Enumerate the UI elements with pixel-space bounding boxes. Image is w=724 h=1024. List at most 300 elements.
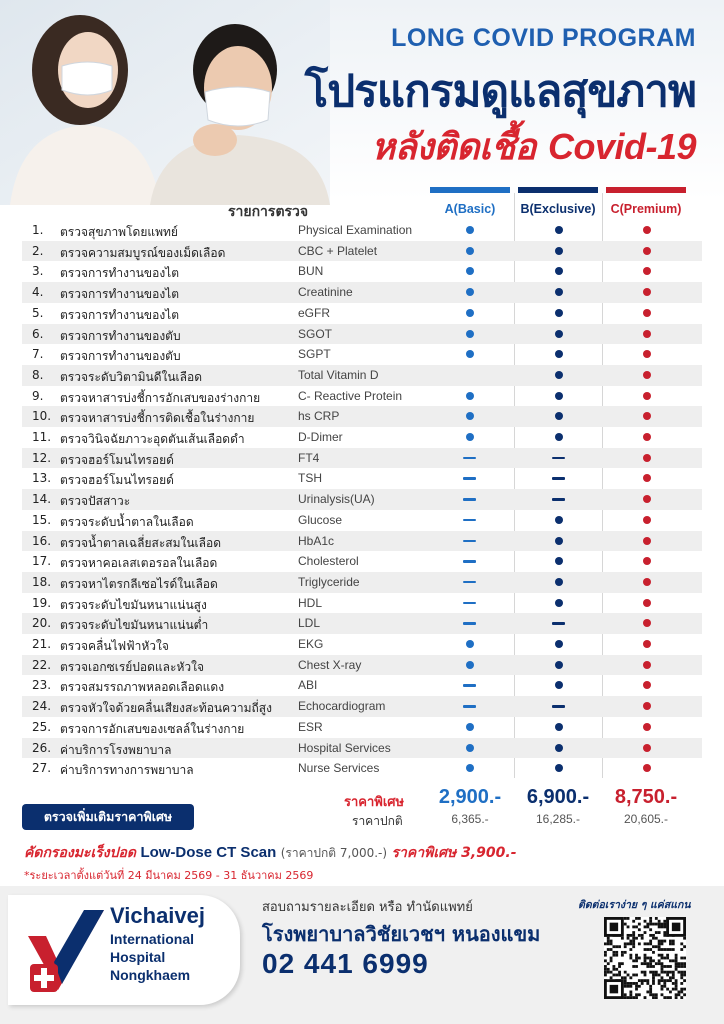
special-price-a: 2,900.- [438,786,502,808]
exam-name-th: ตรวจฮอร์โมนไทรอยด์ [60,473,174,488]
table-row [22,551,702,572]
package-a-cell [430,572,510,593]
hospital-name-th: โรงพยาบาลวิชัยเวชฯ หนองแขม [262,922,541,946]
package-c-cell [607,738,687,759]
package-a-cell [430,758,510,779]
package-b-cell [519,738,599,759]
ct-normal-price: (ราคาปกติ 7,000.-) [280,846,388,860]
exam-name-th: ตรวจระดับไขมันหนาแน่นต่ำ [60,618,209,633]
package-c-cell [607,489,687,510]
exam-name-th: ค่าบริการโรงพยาบาล [60,742,172,757]
included-dot-icon [466,640,474,648]
package-b-cell [519,282,599,303]
table-row [22,303,702,324]
exam-name-en: ABI [298,678,318,693]
exam-name-th: ตรวจวินิจฉัยภาวะอุดตันเส้นเลือดดำ [60,432,245,446]
exam-name-en: CBC + Platelet [298,243,378,258]
package-c-cell [607,303,687,324]
package-b-cell [519,696,599,717]
normal-price-a: 6,365.- [451,812,489,826]
table-row [22,696,702,717]
package-b-cell [519,241,599,262]
included-dot-icon [643,640,651,648]
exam-name-th: ตรวจหาสารบ่งชี้การติดเชื้อในร่างกาย [60,411,255,426]
package-b-cell [519,448,599,469]
package-b-cell [519,531,599,552]
included-dot-icon [643,454,651,462]
included-dot-icon [555,330,563,338]
package-c-cell [607,717,687,738]
included-dot-icon [555,599,563,607]
package-b-cell [519,489,599,510]
included-dot-icon [643,412,651,420]
package-c-cell [607,427,687,448]
row-number: 1. [32,223,44,237]
package-a-cell [430,220,510,241]
package-a-cell [430,406,510,427]
exam-name-en: SGPT [298,347,331,362]
included-dot-icon [643,330,651,338]
not-included-dash-icon [463,581,476,584]
row-number: 19. [32,595,52,610]
exam-name-th: ตรวจการทำงานของตับ [60,349,181,364]
exam-name-th: ตรวจหาไตรกลีเซอไรด์ในเลือด [60,576,218,591]
column-header-b: B(Exclusive) [520,202,596,216]
exam-name-en: Physical Examination [298,223,413,237]
row-number: 17. [32,554,52,569]
package-a-cell [430,261,510,282]
included-dot-icon [555,557,563,565]
included-dot-icon [643,764,651,772]
exam-name-en: Echocardiogram [298,699,386,714]
not-included-dash-icon [463,457,476,460]
table-row [22,717,702,738]
package-c-cell [607,448,687,469]
package-c-cell [607,634,687,655]
package-c-cell [607,220,687,241]
row-number: 6. [32,326,44,341]
row-number: 18. [32,574,52,589]
package-b-cell [519,675,599,696]
table-row [22,427,702,448]
row-number: 4. [32,285,44,300]
included-dot-icon [643,537,651,545]
exam-name-th: ตรวจหาคอเลสเตอรอลในเลือด [60,556,218,571]
not-included-dash-icon [552,498,565,501]
not-included-dash-icon [463,477,476,480]
included-dot-icon [555,516,563,524]
exam-name-en: Nurse Services [298,761,380,776]
included-dot-icon [466,247,474,255]
ct-scan-offer [24,842,517,864]
phone-number[interactable]: 02 441 6999 [262,948,429,979]
exam-name-th: ตรวจการทำงานของตับ [60,328,181,343]
table-row [22,510,702,531]
program-subtitle [371,118,696,175]
row-number: 7. [32,347,44,362]
exam-name-th: ค่าบริการทางการพยาบาล [60,763,194,778]
included-dot-icon [643,433,651,441]
subtitle-covid: Covid-19 [547,126,696,167]
row-number: 11. [32,430,52,444]
exam-name-en: HDL [298,595,323,610]
exam-name-th: ตรวจหัวใจด้วยคลื่นเสียงสะท้อนความถี่สูง [60,701,272,716]
included-dot-icon [555,412,563,420]
included-dot-icon [555,723,563,731]
column-header-a: A(Basic) [444,202,496,216]
included-dot-icon [555,247,563,255]
normal-price-b: 16,285.- [535,812,581,826]
package-a-cell [430,613,510,634]
exam-name-en: EKG [298,637,324,651]
exam-name-th: ตรวจความสมบูรณ์ของเม็ดเลือด [60,245,226,260]
row-number: 14. [32,492,52,507]
package-a-cell [430,427,510,448]
package-a-cell [430,634,510,655]
included-dot-icon [643,350,651,358]
package-c-cell [607,675,687,696]
package-a-cell [430,324,510,345]
table-row [22,468,702,489]
extra-tests-button[interactable]: ตรวจเพิ่มเติมราคาพิเศษ [22,804,194,830]
exam-name-en: SGOT [298,326,333,341]
exam-name-en: D-Dimer [298,430,343,444]
table-row [22,613,702,634]
package-a-cell [430,593,510,614]
not-included-dash-icon [463,519,476,522]
package-b-cell [519,324,599,345]
package-c-cell [607,365,687,386]
table-row [22,531,702,552]
table-row [22,634,702,655]
included-dot-icon [466,392,474,400]
included-dot-icon [466,267,474,275]
package-c-cell [607,551,687,572]
included-dot-icon [643,744,651,752]
package-c-cell [607,510,687,531]
exam-name-th: ตรวจคลื่นไฟฟ้าหัวใจ [60,639,169,653]
package-b-cell [519,386,599,407]
package-c-cell [607,282,687,303]
promo-period: *ระยะเวลาตั้งแต่วันที่ 24 มีนาคม 2569 - 31 ธันวาคม 2569 [24,869,314,882]
package-b-cell [519,717,599,738]
exam-name-th: ตรวจสมรรถภาพหลอดเลือดแดง [60,680,225,695]
package-c-cell [607,344,687,365]
included-dot-icon [643,267,651,275]
included-dot-icon [555,661,563,669]
table-row [22,324,702,345]
subtitle-th: หลังติดเชื้อ [371,127,536,168]
package-c-cell [607,593,687,614]
exam-name-th: ตรวจน้ำตาลเฉลี่ยสะสมในเลือด [60,535,222,550]
exam-name-en: Hospital Services [298,740,391,755]
included-dot-icon [555,371,563,379]
included-dot-icon [643,371,651,379]
package-b-cell [519,303,599,324]
not-included-dash-icon [463,560,476,563]
contact-prompt: สอบถามรายละเอียด หรือ ทำนัดแพทย์ [262,900,473,915]
included-dot-icon [643,474,651,482]
included-dot-icon [555,640,563,648]
logo-line-1: International [110,931,195,947]
program-title-en: LONG COVID PROGRAM [391,24,696,52]
included-dot-icon [555,681,563,689]
exam-name-en: FT4 [298,450,320,465]
included-dot-icon [643,309,651,317]
included-dot-icon [466,412,474,420]
package-a-cell [430,448,510,469]
included-dot-icon [555,578,563,586]
not-included-dash-icon [463,622,476,625]
table-row [22,489,702,510]
package-a-cell [430,675,510,696]
not-included-dash-icon [552,705,565,708]
not-included-dash-icon [463,684,476,687]
package-b-cell [519,572,599,593]
exam-name-th: ตรวจระดับน้ำตาลในเลือด [60,514,194,529]
included-dot-icon [555,764,563,772]
patients-photo [0,0,330,205]
ct-special-price: ราคาพิเศษ 3,900.- [391,845,517,861]
special-price-c: 8,750.- [614,786,678,808]
row-number: 10. [32,409,52,424]
table-row [22,675,702,696]
package-c-cell [607,758,687,779]
ct-prefix: คัดกรองมะเร็งปอด [24,845,136,861]
special-price-label: ราคาพิเศษ [344,795,405,810]
table-row [22,282,702,303]
package-b-cell [519,510,599,531]
included-dot-icon [466,330,474,338]
included-dot-icon [555,350,563,358]
package-c-cell [607,613,687,634]
exam-name-en: eGFR [298,305,331,320]
logo-name: Vichaivej [110,903,205,928]
column-bar-c [606,187,686,193]
table-row [22,261,702,282]
package-c-cell [607,572,687,593]
package-b-cell [519,613,599,634]
row-number: 20. [32,616,52,631]
included-dot-icon [555,309,563,317]
exam-name-en: Cholesterol [298,554,359,569]
package-b-cell [519,551,599,572]
row-number: 12. [32,450,52,465]
package-a-cell [430,738,510,759]
package-a-cell [430,282,510,303]
included-dot-icon [466,288,474,296]
row-number: 21. [32,637,52,651]
exam-name-th: ตรวจสุขภาพโดยแพทย์ [60,225,178,239]
package-a-cell [430,655,510,676]
column-bar-a [430,187,510,193]
package-b-cell [519,344,599,365]
exam-name-en: Urinalysis(UA) [298,492,375,507]
included-dot-icon [643,681,651,689]
row-number: 26. [32,740,52,755]
logo-line-3: Nongkhaem [110,967,191,983]
exam-name-th: ตรวจเอกซเรย์ปอดและหัวใจ [60,659,204,674]
package-c-cell [607,241,687,262]
exam-name-en: Creatinine [298,285,353,300]
row-number: 8. [32,367,44,382]
package-b-cell [519,427,599,448]
not-included-dash-icon [552,622,565,625]
table-row [22,593,702,614]
included-dot-icon [555,226,563,234]
row-number: 9. [32,388,44,403]
package-b-cell [519,634,599,655]
exam-name-en: TSH [298,471,322,486]
package-b-cell [519,655,599,676]
package-c-cell [607,261,687,282]
package-a-cell [430,303,510,324]
table-row [22,758,702,779]
included-dot-icon [466,744,474,752]
included-dot-icon [555,744,563,752]
package-a-cell [430,344,510,365]
package-b-cell [519,406,599,427]
not-included-dash-icon [463,602,476,605]
package-a-cell [430,717,510,738]
column-bar-b [518,187,598,193]
not-included-dash-icon [463,498,476,501]
not-included-dash-icon [463,705,476,708]
package-c-cell [607,406,687,427]
included-dot-icon [643,516,651,524]
exam-name-en: HbA1c [298,533,335,548]
included-dot-icon [466,433,474,441]
exam-name-en: Total Vitamin D [298,367,379,382]
program-title-th: โปรแกรมดูแลสุขภาพ [304,66,696,117]
included-dot-icon [643,723,651,731]
table-row [22,406,702,427]
table-row [22,241,702,262]
normal-price-c: 20,605.- [623,812,669,826]
package-b-cell [519,468,599,489]
included-dot-icon [466,764,474,772]
included-dot-icon [643,226,651,234]
table-row [22,220,702,241]
exam-name-th: ตรวจฮอร์โมนไทรอยด์ [60,452,174,467]
qr-code-icon[interactable] [604,917,686,999]
exam-name-th: ตรวจการทำงานของไต [60,287,180,302]
table-row [22,738,702,759]
ct-name: Low-Dose CT Scan [140,844,277,861]
included-dot-icon [643,619,651,627]
exam-name-th: ตรวจปัสสาวะ [60,494,131,509]
exam-name-en: BUN [298,264,324,279]
included-dot-icon [643,495,651,503]
row-number: 27. [32,761,52,776]
package-a-cell [430,551,510,572]
package-c-cell [607,655,687,676]
exam-name-en: Triglyceride [298,574,360,589]
normal-price-label: ราคาปกติ [352,814,403,828]
package-b-cell [519,365,599,386]
included-dot-icon [555,433,563,441]
table-row [22,386,702,407]
included-dot-icon [555,537,563,545]
included-dot-icon [466,350,474,358]
package-c-cell [607,696,687,717]
row-number: 3. [32,264,44,279]
included-dot-icon [643,557,651,565]
row-number: 16. [32,533,52,548]
exam-name-th: ตรวจหาสารบ่งชี้การอักเสบของร่างกาย [60,390,261,405]
special-price-b: 6,900.- [526,786,590,808]
package-a-cell [430,510,510,531]
package-c-cell [607,386,687,407]
scan-prompt: ติดต่อเราง่าย ๆ แค่สแกน [578,899,691,911]
included-dot-icon [466,661,474,669]
included-dot-icon [555,392,563,400]
package-c-cell [607,531,687,552]
package-a-cell [430,489,510,510]
exam-name-en: ESR [298,719,323,734]
table-row [22,655,702,676]
row-number: 15. [32,512,52,527]
package-a-cell [430,241,510,262]
row-number: 25. [32,719,52,734]
not-included-dash-icon [463,540,476,543]
exam-name-en: LDL [298,616,321,631]
row-number: 23. [32,678,52,693]
exam-name-en: C- Reactive Protein [298,388,403,403]
included-dot-icon [466,226,474,234]
hospital-logo-icon [24,906,108,998]
table-row [22,365,702,386]
exam-name-th: ตรวจระดับไขมันหนาแน่นสูง [60,597,207,612]
row-number: 2. [32,243,44,258]
exam-name-en: Glucose [298,512,343,527]
package-a-cell [430,531,510,552]
package-a-cell [430,365,510,386]
row-number: 5. [32,305,44,320]
package-b-cell [519,261,599,282]
not-included-dash-icon [552,457,565,460]
row-number: 24. [32,699,52,714]
included-dot-icon [643,247,651,255]
package-c-cell [607,468,687,489]
included-dot-icon [643,661,651,669]
package-b-cell [519,220,599,241]
included-dot-icon [555,267,563,275]
package-b-cell [519,758,599,779]
exam-name-en: hs CRP [298,409,340,424]
included-dot-icon [643,702,651,710]
package-a-cell [430,468,510,489]
column-header-c: C(Premium) [610,202,682,216]
included-dot-icon [466,723,474,731]
table-row [22,572,702,593]
table-row [22,344,702,365]
included-dot-icon [555,288,563,296]
exam-name-en: Chest X-ray [298,657,362,672]
exam-name-th: ตรวจการทำงานของไต [60,307,180,322]
package-c-cell [607,324,687,345]
included-dot-icon [643,578,651,586]
not-included-dash-icon [552,477,565,480]
included-dot-icon [643,392,651,400]
row-number: 22. [32,657,52,672]
exam-name-th: ตรวจระดับวิตามินดีในเลือด [60,369,203,384]
package-a-cell [430,696,510,717]
package-b-cell [519,593,599,614]
table-title: รายการตรวจ [228,204,309,220]
included-dot-icon [643,599,651,607]
package-a-cell [430,386,510,407]
